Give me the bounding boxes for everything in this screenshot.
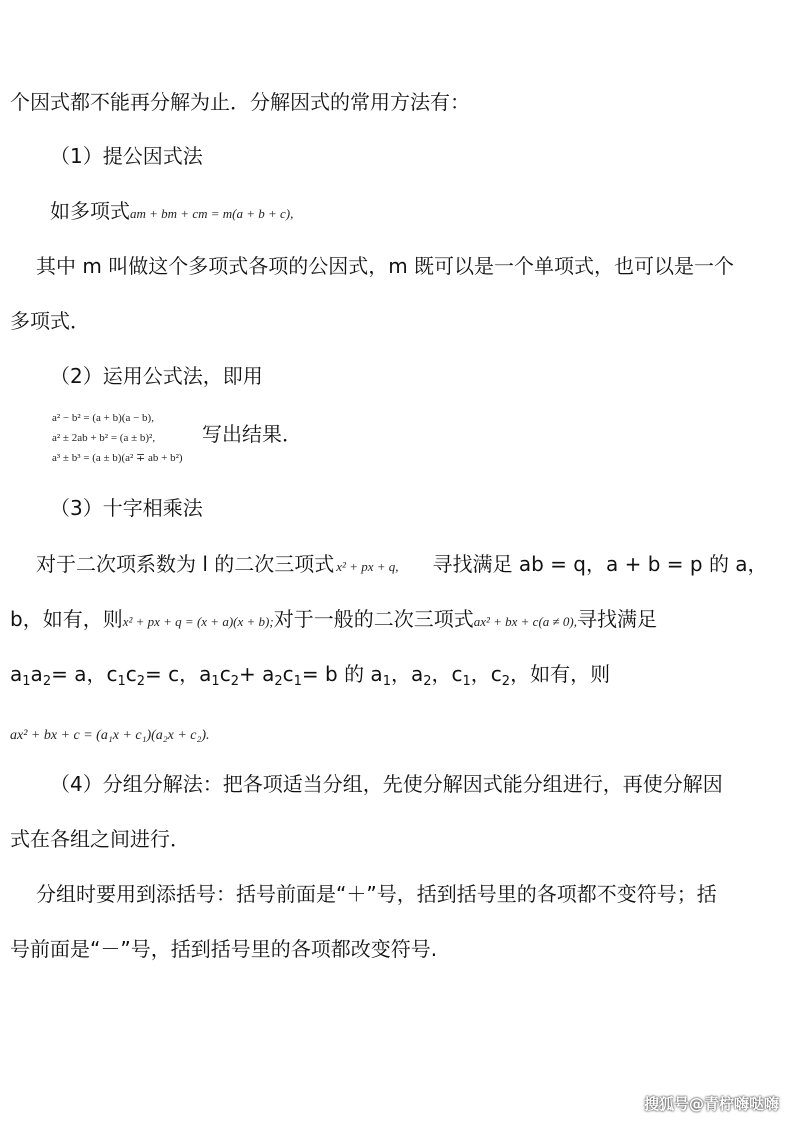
text-line-7: 写出结果． xyxy=(202,422,302,446)
subscript: 1 xyxy=(462,674,471,689)
text: 寻找满足 ab = q，a + b = p 的 a， xyxy=(432,552,768,576)
text-line-15: 分组时要用到添括号：括号前面是“＋”号，括到括号里的各项都不变符号；括 xyxy=(36,882,717,906)
text: + a xyxy=(238,662,275,686)
text-line-4: 其中 m 叫做这个多项式各项的公因式，m 既可以是一个单项式，也可以是一个 xyxy=(36,254,735,278)
subscript: 1 xyxy=(211,674,220,689)
text: = b 的 a xyxy=(301,662,383,686)
text-line-11 xyxy=(10,660,610,696)
subscript: 1 xyxy=(22,674,31,689)
math-expression: ax² + bx + c(a ≠ 0), xyxy=(473,614,577,629)
text-line-12 xyxy=(10,718,210,750)
subscript: 2 xyxy=(136,674,146,689)
formula-sum-of-cubes: a³ ± b³ = (a ± b)(a² ∓ ab + b²) xyxy=(52,452,183,464)
text: 对于一般的二次三项式 xyxy=(273,607,474,631)
formula-block xyxy=(52,408,183,468)
text: 如多项式 xyxy=(50,199,130,223)
text: = c，a xyxy=(145,662,212,686)
subscript: 1 xyxy=(117,674,126,689)
math-expression: ax² + bx + c = (a₁x + c₁)(a₂x + c₂). xyxy=(10,728,210,743)
watermark: 搜狐号@青柠嗨哒嗨 xyxy=(643,1095,779,1113)
text-line-9 xyxy=(36,550,768,581)
text-line-10 xyxy=(10,605,657,636)
subscript: 2 xyxy=(42,674,52,689)
text: 寻找满足 xyxy=(577,607,657,631)
text: ，c xyxy=(470,662,502,686)
subscript: 2 xyxy=(423,674,432,689)
section-heading-1: （1）提公因式法 xyxy=(50,144,203,168)
math-expression: x² + px + q, xyxy=(336,559,399,574)
section-heading-2: （2）运用公式法，即用 xyxy=(50,364,263,388)
text: b，如有，则 xyxy=(10,607,123,631)
section-heading-3: （3）十字相乘法 xyxy=(50,496,203,520)
math-expression: x² + px + q = (x + a)(x + b); xyxy=(122,614,274,629)
subscript: 2 xyxy=(230,674,239,689)
section-heading-4: （4）分组分解法：把各项适当分组，先使分解因式能分组进行，再使分解因 xyxy=(50,772,723,796)
formula-difference-of-squares: a² − b² = (a + b)(a − b), xyxy=(52,412,154,424)
text: c xyxy=(125,662,137,686)
text: ，c xyxy=(431,662,463,686)
subscript: 2 xyxy=(501,674,511,689)
text: ，a xyxy=(390,662,424,686)
subscript: 2 xyxy=(274,674,283,689)
text: c xyxy=(219,662,231,686)
text-line-1: 个因式都不能再分解为止．分解因式的常用方法有： xyxy=(10,90,470,114)
text: a xyxy=(10,662,23,686)
formula-perfect-square: a² ± 2ab + b² = (a ± b)², xyxy=(52,432,156,444)
math-expression: am + bm + cm = m(a + b + c), xyxy=(130,206,294,221)
text-line-3 xyxy=(50,197,293,228)
text: = a，c xyxy=(51,662,118,686)
text: 对于二次项系数为 l 的二次三项式 xyxy=(36,552,335,576)
text: ，如有，则 xyxy=(510,662,611,686)
text-line-16: 号前面是“－”号，括到括号里的各项都改变符号. xyxy=(10,937,438,961)
text-line-5: 多项式． xyxy=(10,309,90,333)
text: a xyxy=(30,662,43,686)
subscript: 1 xyxy=(293,674,302,689)
text: c xyxy=(282,662,294,686)
text-line-14: 式在各组之间进行． xyxy=(10,827,190,851)
subscript: 1 xyxy=(382,674,391,689)
